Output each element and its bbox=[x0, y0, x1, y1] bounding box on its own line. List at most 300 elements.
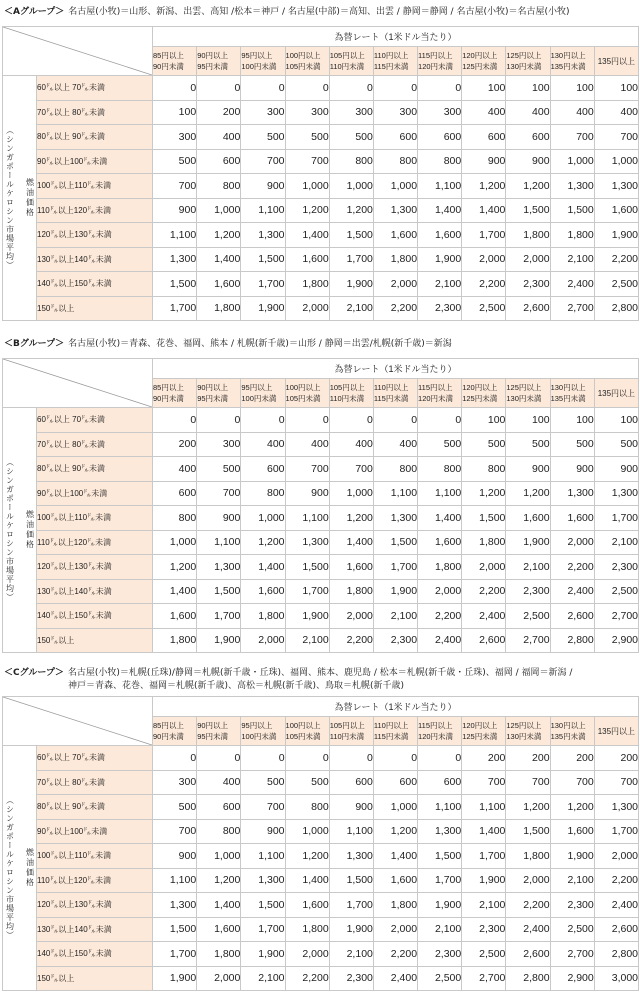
rate-title: 為替レート（1米ドル当たり） bbox=[153, 27, 639, 47]
surcharge-cell: 2,300 bbox=[418, 296, 462, 321]
surcharge-cell: 500 bbox=[153, 795, 197, 820]
surcharge-cell: 2,100 bbox=[329, 296, 373, 321]
surcharge-cell: 2,700 bbox=[594, 604, 638, 629]
surcharge-cell: 900 bbox=[550, 457, 594, 482]
surcharge-cell: 2,100 bbox=[462, 893, 506, 918]
group-b-title bbox=[4, 338, 452, 351]
rate-band-lower: 105円以上 bbox=[329, 51, 365, 60]
corner-cell bbox=[3, 27, 153, 76]
diagonal-line bbox=[3, 359, 152, 407]
rate-band-header bbox=[462, 717, 506, 746]
surcharge-cell: 2,700 bbox=[462, 966, 506, 991]
surcharge-cell: 2,200 bbox=[550, 555, 594, 580]
surcharge-cell: 2,700 bbox=[550, 296, 594, 321]
surcharge-cell: 1,800 bbox=[462, 530, 506, 555]
rate-band-header bbox=[506, 47, 550, 76]
fuel-band-label: 130㌦以上140㌦未満 bbox=[37, 247, 153, 272]
surcharge-cell: 0 bbox=[373, 408, 417, 433]
group-c-title bbox=[4, 667, 572, 693]
surcharge-cell: 1,900 bbox=[241, 296, 285, 321]
fuel-band-label: 130㌦以上140㌦未満 bbox=[37, 917, 153, 942]
surcharge-cell: 300 bbox=[329, 100, 373, 125]
surcharge-cell: 2,500 bbox=[550, 917, 594, 942]
surcharge-cell: 500 bbox=[241, 125, 285, 150]
surcharge-cell: 1,800 bbox=[197, 296, 241, 321]
surcharge-cell: 1,800 bbox=[418, 555, 462, 580]
group-c-label: ＜Cグループ＞ bbox=[4, 668, 64, 678]
surcharge-cell: 1,500 bbox=[506, 198, 550, 223]
surcharge-cell: 1,900 bbox=[329, 272, 373, 297]
surcharge-cell: 1,700 bbox=[241, 272, 285, 297]
surcharge-cell: 1,200 bbox=[329, 506, 373, 531]
surcharge-cell: 1,200 bbox=[197, 223, 241, 248]
surcharge-cell: 500 bbox=[462, 432, 506, 457]
rate-band-upper: 110円未満 bbox=[329, 62, 365, 71]
rate-band-lower: 105円以上 bbox=[329, 383, 365, 392]
rate-band-lower: 125円以上 bbox=[506, 721, 542, 730]
surcharge-cell: 1,600 bbox=[329, 555, 373, 580]
surcharge-cell: 1,300 bbox=[418, 819, 462, 844]
surcharge-cell: 2,500 bbox=[418, 966, 462, 991]
surcharge-cell: 1,200 bbox=[197, 868, 241, 893]
surcharge-cell: 400 bbox=[462, 100, 506, 125]
surcharge-cell: 1,900 bbox=[550, 844, 594, 869]
rate-band-lower: 135円以上 bbox=[597, 726, 636, 736]
surcharge-cell: 2,200 bbox=[329, 628, 373, 653]
surcharge-cell: 500 bbox=[550, 432, 594, 457]
rate-band-lower: 100円以上 bbox=[285, 383, 321, 392]
surcharge-cell: 2,000 bbox=[462, 555, 506, 580]
surcharge-cell: 1,400 bbox=[285, 868, 329, 893]
table-row bbox=[3, 432, 639, 457]
surcharge-cell: 2,000 bbox=[373, 917, 417, 942]
rate-band-lower: 90円以上 bbox=[197, 51, 229, 60]
surcharge-cell: 0 bbox=[373, 76, 417, 101]
surcharge-cell: 2,400 bbox=[506, 917, 550, 942]
surcharge-cell: 700 bbox=[329, 457, 373, 482]
fuel-band-label: 70㌦以上 80㌦未満 bbox=[37, 100, 153, 125]
surcharge-cell: 800 bbox=[418, 457, 462, 482]
surcharge-cell: 1,200 bbox=[285, 198, 329, 223]
surcharge-cell: 1,100 bbox=[241, 198, 285, 223]
surcharge-cell: 1,400 bbox=[373, 844, 417, 869]
surcharge-cell: 2,300 bbox=[506, 272, 550, 297]
rate-band-lower: 110円以上 bbox=[373, 721, 409, 730]
surcharge-cell: 900 bbox=[285, 481, 329, 506]
surcharge-cell: 0 bbox=[241, 408, 285, 433]
surcharge-cell: 700 bbox=[594, 125, 638, 150]
rate-band-lower: 125円以上 bbox=[506, 51, 542, 60]
rate-band-header bbox=[153, 717, 197, 746]
surcharge-cell: 700 bbox=[241, 149, 285, 174]
table-row bbox=[3, 530, 639, 555]
table-row bbox=[3, 76, 639, 101]
surcharge-cell: 1,400 bbox=[329, 530, 373, 555]
table-row bbox=[3, 198, 639, 223]
surcharge-cell: 2,200 bbox=[373, 942, 417, 967]
rate-band-upper: 100円未満 bbox=[241, 394, 277, 403]
fuel-band-label: 150㌦以上 bbox=[37, 296, 153, 321]
group-a-label: ＜Aグループ＞ bbox=[4, 7, 65, 17]
rate-band-lower: 125円以上 bbox=[506, 383, 542, 392]
surcharge-cell: 2,600 bbox=[506, 942, 550, 967]
surcharge-cell: 1,100 bbox=[418, 481, 462, 506]
surcharge-cell: 1,000 bbox=[197, 198, 241, 223]
rate-band-header bbox=[373, 717, 417, 746]
surcharge-cell: 1,100 bbox=[197, 530, 241, 555]
surcharge-cell: 1,900 bbox=[506, 530, 550, 555]
rate-band-header bbox=[285, 379, 329, 408]
group-c-routes-line2: 神戸＝青森、花巻、福岡＝札幌(新千歳)、高松＝札幌(新千歳)、鳥取＝札幌(新千歳) bbox=[68, 681, 405, 691]
table-row bbox=[3, 579, 639, 604]
surcharge-cell: 2,200 bbox=[285, 966, 329, 991]
rate-band-upper: 125円未満 bbox=[462, 62, 498, 71]
surcharge-cell: 2,500 bbox=[462, 942, 506, 967]
surcharge-cell: 2,300 bbox=[550, 893, 594, 918]
surcharge-cell: 100 bbox=[506, 408, 550, 433]
surcharge-cell: 1,600 bbox=[285, 893, 329, 918]
rate-band-header bbox=[153, 47, 197, 76]
surcharge-cell: 1,900 bbox=[418, 247, 462, 272]
surcharge-cell: 1,500 bbox=[373, 530, 417, 555]
surcharge-cell: 2,600 bbox=[462, 628, 506, 653]
group-c-routes-line1: 名古屋(小牧)＝札幌(丘珠)/静岡＝札幌(新千歳・丘珠)、福岡、熊本、鹿児島 / 松本＝札幌(新千歳・丘珠)、福岡 / 福岡＝新潟 / bbox=[67, 668, 573, 678]
rate-band-upper: 135円未満 bbox=[550, 394, 586, 403]
rate-band-header bbox=[462, 379, 506, 408]
surcharge-cell: 700 bbox=[153, 174, 197, 199]
surcharge-cell: 200 bbox=[197, 100, 241, 125]
surcharge-cell: 900 bbox=[197, 506, 241, 531]
surcharge-cell: 500 bbox=[594, 432, 638, 457]
fuel-price-label: 燃油価格 bbox=[25, 178, 35, 218]
surcharge-cell: 0 bbox=[329, 746, 373, 771]
rate-band-header bbox=[418, 379, 462, 408]
surcharge-cell: 1,000 bbox=[594, 149, 638, 174]
rate-band-header bbox=[241, 717, 285, 746]
surcharge-cell: 500 bbox=[418, 432, 462, 457]
surcharge-cell: 400 bbox=[241, 432, 285, 457]
surcharge-cell: 2,400 bbox=[594, 893, 638, 918]
surcharge-cell: 2,000 bbox=[329, 604, 373, 629]
surcharge-cell: 1,800 bbox=[285, 917, 329, 942]
table-row bbox=[3, 481, 639, 506]
surcharge-cell: 2,100 bbox=[418, 272, 462, 297]
surcharge-cell: 700 bbox=[241, 795, 285, 820]
surcharge-cell: 800 bbox=[329, 149, 373, 174]
surcharge-cell: 0 bbox=[285, 76, 329, 101]
surcharge-cell: 0 bbox=[418, 746, 462, 771]
fuel-band-label: 110㌦以上120㌦未満 bbox=[37, 198, 153, 223]
surcharge-cell: 0 bbox=[418, 408, 462, 433]
surcharge-cell: 2,000 bbox=[197, 966, 241, 991]
surcharge-cell: 800 bbox=[418, 149, 462, 174]
surcharge-cell: 1,100 bbox=[329, 819, 373, 844]
surcharge-cell: 1,800 bbox=[197, 942, 241, 967]
table-row bbox=[3, 149, 639, 174]
surcharge-cell: 1,500 bbox=[285, 555, 329, 580]
surcharge-cell: 900 bbox=[329, 795, 373, 820]
surcharge-cell: 100 bbox=[462, 76, 506, 101]
surcharge-cell: 1,900 bbox=[373, 579, 417, 604]
group-b-table bbox=[2, 358, 639, 653]
rate-band-lower: 100円以上 bbox=[285, 721, 321, 730]
surcharge-cell: 2,900 bbox=[550, 966, 594, 991]
rate-band-lower: 115円以上 bbox=[418, 383, 453, 392]
surcharge-cell: 0 bbox=[418, 76, 462, 101]
surcharge-cell: 1,600 bbox=[153, 604, 197, 629]
rate-band-header bbox=[329, 379, 373, 408]
surcharge-cell: 300 bbox=[153, 125, 197, 150]
table-row bbox=[3, 628, 639, 653]
fuel-band-label: 70㌦以上 80㌦未満 bbox=[37, 432, 153, 457]
surcharge-cell: 1,700 bbox=[373, 555, 417, 580]
rate-band-upper: 100円未満 bbox=[241, 732, 277, 741]
surcharge-cell: 1,100 bbox=[373, 481, 417, 506]
table-row bbox=[3, 223, 639, 248]
surcharge-cell: 0 bbox=[241, 746, 285, 771]
surcharge-cell: 100 bbox=[550, 408, 594, 433]
surcharge-cell: 2,000 bbox=[594, 844, 638, 869]
surcharge-cell: 900 bbox=[506, 457, 550, 482]
table-row bbox=[3, 604, 639, 629]
surcharge-cell: 600 bbox=[462, 125, 506, 150]
surcharge-cell: 1,300 bbox=[241, 868, 285, 893]
fuel-band-label: 140㌦以上150㌦未満 bbox=[37, 942, 153, 967]
surcharge-cell: 1,600 bbox=[373, 223, 417, 248]
surcharge-cell: 200 bbox=[506, 746, 550, 771]
rate-band-header bbox=[241, 47, 285, 76]
surcharge-cell: 1,200 bbox=[506, 174, 550, 199]
rate-band-lower: 120円以上 bbox=[462, 51, 498, 60]
rate-band-upper: 110円未満 bbox=[329, 732, 365, 741]
surcharge-cell: 0 bbox=[285, 746, 329, 771]
rate-band-lower: 130円以上 bbox=[550, 51, 586, 60]
fuel-price-side-label bbox=[3, 76, 37, 321]
surcharge-cell: 500 bbox=[241, 770, 285, 795]
surcharge-cell: 600 bbox=[329, 770, 373, 795]
surcharge-cell: 1,300 bbox=[285, 530, 329, 555]
surcharge-cell: 2,200 bbox=[594, 868, 638, 893]
surcharge-cell: 2,400 bbox=[462, 604, 506, 629]
diagonal-line bbox=[3, 697, 152, 745]
table-row bbox=[3, 555, 639, 580]
surcharge-cell: 600 bbox=[197, 795, 241, 820]
surcharge-cell: 900 bbox=[462, 149, 506, 174]
rate-band-header bbox=[373, 379, 417, 408]
surcharge-cell: 400 bbox=[197, 125, 241, 150]
surcharge-cell: 2,800 bbox=[594, 942, 638, 967]
surcharge-cell: 500 bbox=[329, 125, 373, 150]
surcharge-cell: 800 bbox=[373, 457, 417, 482]
surcharge-cell: 2,100 bbox=[285, 628, 329, 653]
rate-band-header bbox=[153, 379, 197, 408]
surcharge-cell: 1,700 bbox=[594, 506, 638, 531]
surcharge-cell: 1,800 bbox=[329, 579, 373, 604]
surcharge-cell: 700 bbox=[285, 457, 329, 482]
surcharge-cell: 2,200 bbox=[373, 296, 417, 321]
rate-band-lower: 135円以上 bbox=[597, 388, 636, 398]
table-row bbox=[3, 296, 639, 321]
surcharge-cell: 100 bbox=[594, 76, 638, 101]
rate-band-header bbox=[197, 379, 241, 408]
surcharge-cell: 1,600 bbox=[506, 506, 550, 531]
rate-band-lower: 85円以上 bbox=[153, 721, 184, 730]
surcharge-cell: 1,400 bbox=[197, 247, 241, 272]
surcharge-cell: 2,100 bbox=[506, 555, 550, 580]
surcharge-cell: 1,600 bbox=[594, 198, 638, 223]
surcharge-cell: 1,500 bbox=[462, 506, 506, 531]
surcharge-cell: 1,300 bbox=[373, 198, 417, 223]
surcharge-cell: 1,700 bbox=[241, 917, 285, 942]
surcharge-cell: 1,200 bbox=[506, 481, 550, 506]
surcharge-cell: 2,600 bbox=[550, 604, 594, 629]
surcharge-cell: 1,000 bbox=[241, 506, 285, 531]
rate-band-lower: 120円以上 bbox=[462, 383, 498, 392]
surcharge-cell: 2,300 bbox=[329, 966, 373, 991]
rate-band-header bbox=[329, 47, 373, 76]
fuel-band-label: 100㌦以上110㌦未満 bbox=[37, 506, 153, 531]
surcharge-cell: 200 bbox=[153, 432, 197, 457]
table-row bbox=[3, 795, 639, 820]
fuel-band-label: 80㌦以上 90㌦未満 bbox=[37, 795, 153, 820]
surcharge-cell: 2,400 bbox=[373, 966, 417, 991]
surcharge-cell: 2,000 bbox=[241, 628, 285, 653]
surcharge-cell: 800 bbox=[373, 149, 417, 174]
surcharge-cell: 1,500 bbox=[506, 819, 550, 844]
surcharge-cell: 1,600 bbox=[418, 223, 462, 248]
surcharge-cell: 700 bbox=[506, 770, 550, 795]
diagonal-line bbox=[3, 27, 152, 75]
surcharge-cell: 300 bbox=[373, 100, 417, 125]
surcharge-cell: 1,900 bbox=[241, 942, 285, 967]
surcharge-cell: 1,300 bbox=[241, 223, 285, 248]
surcharge-cell: 2,400 bbox=[550, 579, 594, 604]
rate-band-upper: 95円未満 bbox=[197, 394, 229, 403]
rate-band-lower: 85円以上 bbox=[153, 383, 184, 392]
rate-band-header bbox=[594, 379, 638, 408]
surcharge-cell: 1,500 bbox=[550, 198, 594, 223]
surcharge-cell: 1,900 bbox=[594, 223, 638, 248]
surcharge-cell: 1,400 bbox=[418, 198, 462, 223]
surcharge-cell: 1,900 bbox=[418, 893, 462, 918]
surcharge-cell: 2,600 bbox=[594, 917, 638, 942]
rate-title: 為替レート（1米ドル当たり） bbox=[153, 697, 639, 717]
surcharge-cell: 2,200 bbox=[418, 604, 462, 629]
rate-band-header bbox=[550, 379, 594, 408]
surcharge-cell: 400 bbox=[329, 432, 373, 457]
rate-band-header bbox=[550, 47, 594, 76]
fuel-band-label: 120㌦以上130㌦未満 bbox=[37, 893, 153, 918]
surcharge-cell: 1,900 bbox=[462, 868, 506, 893]
rate-band-upper: 105円未満 bbox=[285, 732, 321, 741]
surcharge-cell: 400 bbox=[153, 457, 197, 482]
surcharge-cell: 1,000 bbox=[329, 174, 373, 199]
surcharge-cell: 1,700 bbox=[329, 247, 373, 272]
surcharge-cell: 2,500 bbox=[506, 604, 550, 629]
surcharge-cell: 1,600 bbox=[550, 506, 594, 531]
surcharge-cell: 2,700 bbox=[550, 942, 594, 967]
surcharge-cell: 2,400 bbox=[418, 628, 462, 653]
rate-band-lower: 110円以上 bbox=[373, 51, 409, 60]
surcharge-cell: 500 bbox=[285, 770, 329, 795]
rate-band-header bbox=[418, 47, 462, 76]
rate-band-lower: 90円以上 bbox=[197, 383, 229, 392]
surcharge-cell: 1,700 bbox=[285, 579, 329, 604]
surcharge-cell: 1,800 bbox=[373, 893, 417, 918]
surcharge-cell: 1,400 bbox=[241, 555, 285, 580]
rate-band-lower: 95円以上 bbox=[241, 51, 273, 60]
corner-cell bbox=[3, 359, 153, 408]
table-row bbox=[3, 868, 639, 893]
table-row bbox=[3, 506, 639, 531]
group-b-label: ＜Bグループ＞ bbox=[4, 339, 65, 349]
rate-band-upper: 95円未満 bbox=[197, 732, 229, 741]
table-row bbox=[3, 272, 639, 297]
rate-band-header bbox=[241, 379, 285, 408]
surcharge-cell: 1,300 bbox=[550, 174, 594, 199]
surcharge-cell: 1,600 bbox=[418, 530, 462, 555]
surcharge-cell: 1,200 bbox=[285, 844, 329, 869]
table-row bbox=[3, 893, 639, 918]
surcharge-cell: 0 bbox=[329, 408, 373, 433]
surcharge-cell: 1,700 bbox=[153, 296, 197, 321]
surcharge-cell: 1,500 bbox=[153, 917, 197, 942]
surcharge-cell: 1,800 bbox=[506, 844, 550, 869]
surcharge-cell: 1,200 bbox=[462, 481, 506, 506]
surcharge-cell: 1,600 bbox=[373, 868, 417, 893]
surcharge-cell: 2,000 bbox=[285, 942, 329, 967]
rate-band-upper: 115円未満 bbox=[373, 394, 409, 403]
rate-band-header bbox=[197, 47, 241, 76]
surcharge-cell: 900 bbox=[241, 174, 285, 199]
surcharge-cell: 0 bbox=[241, 76, 285, 101]
surcharge-cell: 2,900 bbox=[594, 628, 638, 653]
surcharge-cell: 2,500 bbox=[462, 296, 506, 321]
rate-band-lower: 95円以上 bbox=[241, 721, 273, 730]
surcharge-cell: 1,000 bbox=[285, 174, 329, 199]
surcharge-cell: 1,400 bbox=[285, 223, 329, 248]
surcharge-cell: 1,400 bbox=[153, 579, 197, 604]
surcharge-cell: 1,300 bbox=[153, 893, 197, 918]
surcharge-cell: 700 bbox=[285, 149, 329, 174]
rate-band-header bbox=[373, 47, 417, 76]
surcharge-cell: 1,500 bbox=[329, 868, 373, 893]
surcharge-cell: 700 bbox=[197, 481, 241, 506]
corner-cell bbox=[3, 697, 153, 746]
surcharge-cell: 1,000 bbox=[153, 530, 197, 555]
rate-band-upper: 130円未満 bbox=[506, 62, 542, 71]
surcharge-cell: 1,500 bbox=[153, 272, 197, 297]
table-row bbox=[3, 770, 639, 795]
surcharge-cell: 2,000 bbox=[418, 579, 462, 604]
surcharge-cell: 1,200 bbox=[153, 555, 197, 580]
surcharge-cell: 300 bbox=[418, 100, 462, 125]
surcharge-cell: 2,200 bbox=[462, 579, 506, 604]
surcharge-cell: 2,700 bbox=[506, 628, 550, 653]
surcharge-cell: 1,100 bbox=[153, 868, 197, 893]
surcharge-cell: 1,300 bbox=[153, 247, 197, 272]
surcharge-cell: 2,500 bbox=[594, 579, 638, 604]
surcharge-cell: 2,000 bbox=[550, 530, 594, 555]
group-a-routes: 名古屋(小牧)＝山形、新潟、出雲、高知 /松本＝神戸 / 名古屋(中部)＝高知、出雲 / 静岡＝静岡 / 名古屋(小牧)＝名古屋(小牧) bbox=[68, 7, 570, 17]
surcharge-cell: 3,000 bbox=[594, 966, 638, 991]
rate-band-header bbox=[462, 47, 506, 76]
rate-band-upper: 105円未満 bbox=[285, 394, 321, 403]
surcharge-cell: 1,500 bbox=[418, 844, 462, 869]
surcharge-cell: 500 bbox=[506, 432, 550, 457]
surcharge-cell: 1,100 bbox=[462, 795, 506, 820]
rate-band-lower: 95円以上 bbox=[241, 383, 273, 392]
